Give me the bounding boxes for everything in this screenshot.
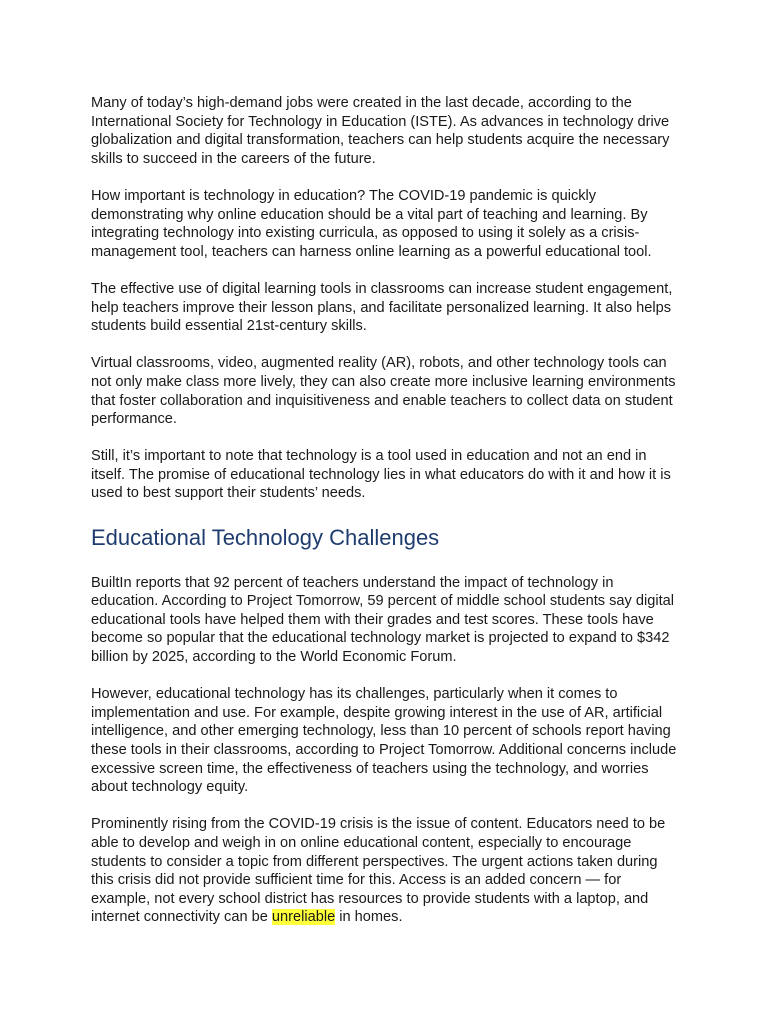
section-heading: Educational Technology Challenges — [91, 524, 440, 550]
paragraph-importance: How important is technology in education? The COVID-19 pandemic is quickly demonstrating why online education should be a vital part of teaching and learning. By integrating technology into existing curricula, as opposed to using it solely as a crisis-management tool, teachers can harness online learning as a powerful educational tool. — [91, 187, 652, 260]
paragraph-builtin-stats: BuiltIn reports that 92 percent of teachers understand the impact of technology in education. According to Project Tomorrow, 59 percent of middle school students say digital educational tools have helped them with their grades and test scores. These tools have become so popular that the educational technology market is projected to expand to $342 billion by 2025, according to the World Economic Forum. — [91, 574, 674, 666]
paragraph-content-access-text: Prominently rising from the COVID-19 crisis is the issue of content. Educators need to be able to develop and weigh in on online educational content, especially to encourage students to consider a topic from different perspectives. The urgent actions taken during this crisis did not provide sufficient time for this. Access is an added concern — for example, not every school district has resources to provide students with a laptop, and internet connectivity can be — [91, 816, 666, 926]
highlighted-word: unreliable — [271, 909, 336, 926]
paragraph-challenges: However, educational technology has its challenges, particularly when it comes to implementation and use. For example, despite growing interest in the use of AR, artificial intelligence, and other emerging technology, less than 10 percent of schools report having these tools in their classrooms, according to Project Tomorrow. Additional concerns include excessive screen time, the effectiveness of teachers using the technology, and worries about technology equity. — [91, 686, 677, 796]
paragraph-content-access — [91, 815, 681, 927]
paragraph-jobs: Many of today’s high-demand jobs were created in the last decade, according to the International Society for Technology in Education (ISTE). As advances in technology drive globalization and digital transformation, teachers can help students acquire the necessary skills to succeed in the careers of the future. — [91, 95, 670, 167]
document-body — [91, 94, 681, 946]
paragraph-content-access-end: in homes. — [335, 909, 403, 926]
paragraph-tool-not-end: Still, it’s important to note that technology is a tool used in education and not an end in itself. The promise of educational technology lies in what educators do with it and how it is used to best support their students’ needs. — [91, 448, 671, 502]
paragraph-digital-tools: The effective use of digital learning tools in classrooms can increase student engagement, help teachers improve their lesson plans, and facilitate personalized learning. It also helps students build essential 21st-century skills. — [91, 280, 673, 335]
paragraph-virtual-classrooms: Virtual classrooms, video, augmented reality (AR), robots, and other technology tools can not only make class more lively, they can also create more inclusive learning environments that foster collaboration and inquisitiveness and enable teachers to collect data on student performance. — [91, 355, 676, 428]
